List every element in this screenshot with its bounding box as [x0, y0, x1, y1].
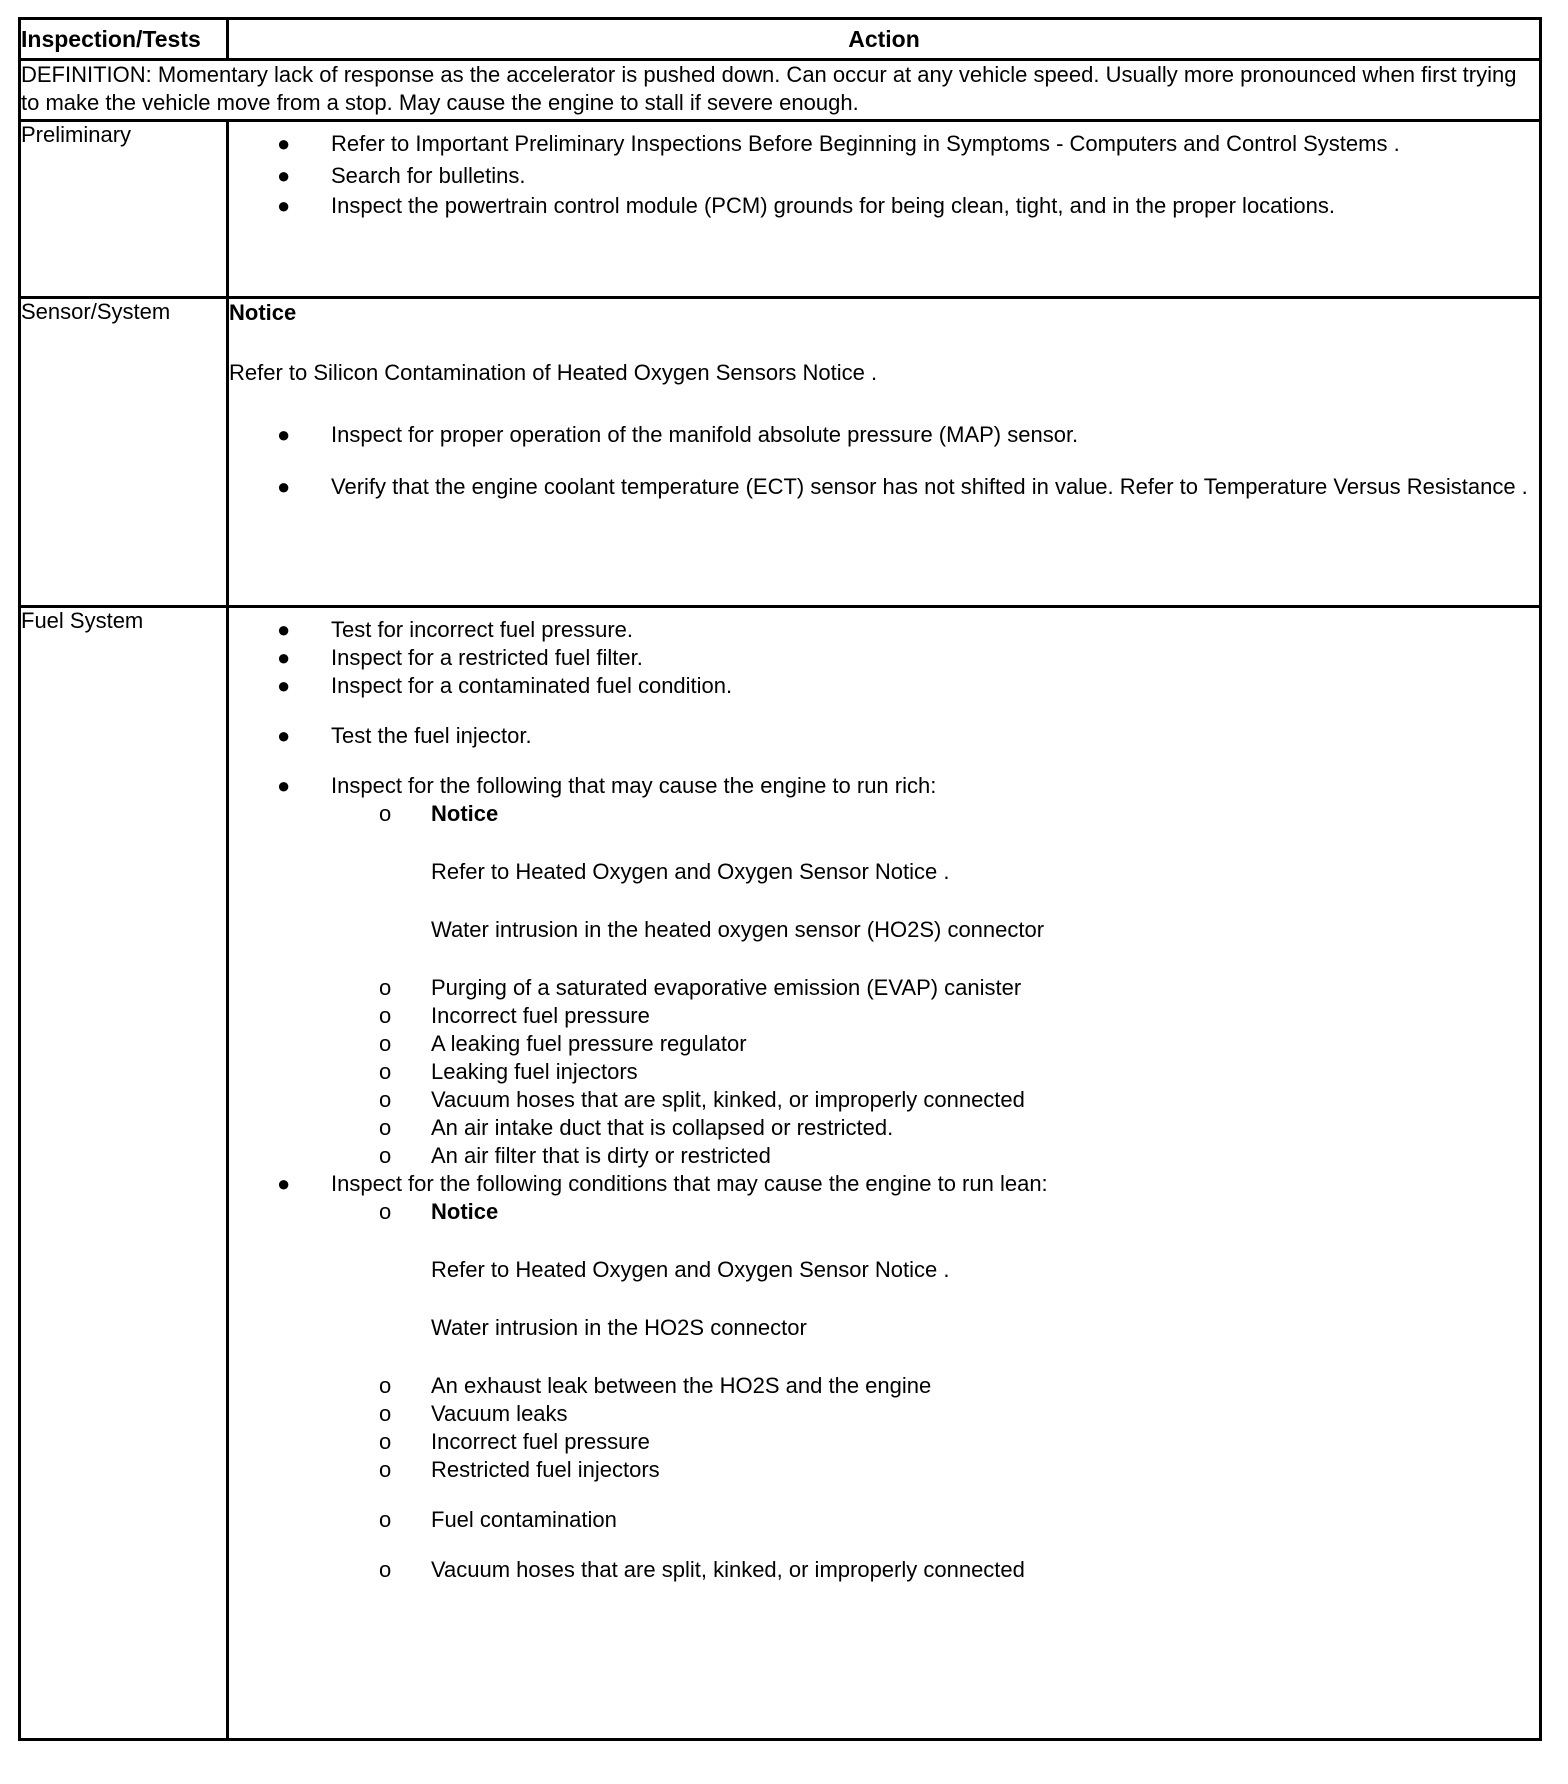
circle-bullet-icon: o	[379, 1557, 392, 1582]
list-item: ● Test the fuel injector.	[277, 723, 532, 748]
preliminary-row	[20, 121, 1541, 298]
bullet-icon: ●	[277, 422, 291, 447]
circle-bullet-icon: o	[379, 801, 392, 826]
definition-row	[20, 60, 1541, 121]
sensor-system-label: Sensor/System	[20, 298, 228, 607]
symptom-table	[18, 17, 1542, 1741]
list-item: ● Inspect for the following conditions that may cause the engine to run lean:	[277, 1171, 1048, 1196]
sub-list-item: o A leaking fuel pressure regulator	[379, 1031, 747, 1056]
header-row	[20, 19, 1541, 60]
fuel-system-actions	[228, 607, 1541, 1740]
circle-bullet-icon: o	[379, 1087, 392, 1112]
circle-bullet-icon: o	[379, 1373, 392, 1398]
sub-list-item: o Vacuum hoses that are split, kinked, or improperly connected	[379, 1557, 1025, 1582]
list-item: ● Inspect for a restricted fuel filter.	[277, 645, 643, 670]
sub-list-item: o An air filter that is dirty or restricted	[379, 1143, 771, 1168]
circle-bullet-icon: o	[379, 1115, 392, 1140]
list-item: ● Inspect for a contaminated fuel condition.	[277, 673, 733, 698]
list-item: ● Inspect for proper operation of the manifold absolute pressure (MAP) sensor.	[277, 422, 1079, 447]
circle-bullet-icon: o	[379, 1507, 392, 1532]
preliminary-actions	[228, 121, 1541, 298]
bullet-icon: ●	[277, 773, 291, 798]
bullet-icon: ●	[277, 1171, 291, 1196]
sub-list-item: o Notice	[379, 801, 499, 826]
circle-bullet-icon: o	[379, 1059, 392, 1084]
circle-bullet-icon: o	[379, 1199, 392, 1224]
fuel-system-row	[20, 607, 1541, 1740]
sub-list-item: o An air intake duct that is collapsed or restricted.	[379, 1115, 894, 1140]
circle-bullet-icon: o	[379, 1031, 392, 1056]
notice-text: Refer to Silicon Contamination of Heated Oxygen Sensors Notice .	[229, 360, 878, 385]
circle-bullet-icon: o	[379, 1457, 392, 1482]
sensor-system-row	[20, 298, 1541, 607]
circle-bullet-icon: o	[379, 1401, 392, 1426]
notice-text: Refer to Heated Oxygen and Oxygen Sensor Notice .	[431, 1257, 950, 1282]
sub-list-item: o Leaking fuel injectors	[379, 1059, 638, 1084]
definition-text: DEFINITION: Momentary lack of response as the accelerator is pushed down. Can occur at any vehicle speed. Usually more pronounced when first trying to make the vehicle move from a stop. May cause the engine to stall if severe enough.	[20, 60, 1541, 121]
notice-text: Refer to Heated Oxygen and Oxygen Sensor Notice .	[431, 859, 950, 884]
header-inspection-tests: Inspection/Tests	[20, 19, 228, 60]
bullet-icon: ●	[277, 131, 291, 156]
notice-detail: Water intrusion in the HO2S connector	[431, 1315, 807, 1340]
sub-list-item: o Fuel contamination	[379, 1507, 617, 1532]
circle-bullet-icon: o	[379, 1143, 392, 1168]
bullet-icon: ●	[277, 645, 291, 670]
circle-bullet-icon: o	[379, 1429, 392, 1454]
list-item: ● Inspect for the following that may cause the engine to run rich:	[277, 773, 937, 798]
sub-list-item: o Vacuum hoses that are split, kinked, or improperly connected	[379, 1087, 1025, 1112]
notice-heading: Notice	[229, 300, 297, 325]
fuel-system-label: Fuel System	[20, 607, 228, 1740]
bullet-icon: ●	[277, 163, 291, 188]
circle-bullet-icon: o	[379, 975, 392, 1000]
list-item: ● Inspect the powertrain control module (PCM) grounds for being clean, tight, and in the proper locations.	[277, 193, 1335, 218]
bullet-icon: ●	[277, 673, 291, 698]
bullet-icon: ●	[277, 723, 291, 748]
sub-list-item: o Purging of a saturated evaporative emission (EVAP) canister	[379, 975, 1022, 1000]
bullet-icon: ●	[277, 617, 291, 642]
circle-bullet-icon: o	[379, 1003, 392, 1028]
list-item: ● Search for bulletins.	[277, 163, 526, 188]
preliminary-label: Preliminary	[20, 121, 228, 298]
list-item: ● Verify that the engine coolant temperature (ECT) sensor has not shifted in value. Refer to Temperature Versus Resistance .	[277, 474, 1528, 499]
bullet-icon: ●	[277, 474, 291, 499]
sub-list-item: o An exhaust leak between the HO2S and the engine	[379, 1373, 932, 1398]
sub-list-item: o Restricted fuel injectors	[379, 1457, 660, 1482]
sub-list-item: o Vacuum leaks	[379, 1401, 568, 1426]
sub-list-item: o Incorrect fuel pressure	[379, 1429, 650, 1454]
notice-detail: Water intrusion in the heated oxygen sensor (HO2S) connector	[431, 917, 1045, 942]
header-action: Action	[228, 19, 1541, 60]
sub-list-item: o Notice	[379, 1199, 499, 1224]
sub-list-item: o Incorrect fuel pressure	[379, 1003, 650, 1028]
sensor-system-actions	[228, 298, 1541, 607]
bullet-icon: ●	[277, 193, 291, 218]
list-item: ● Refer to Important Preliminary Inspections Before Beginning in Symptoms - Computers and Control Systems .	[277, 131, 1400, 156]
list-item: ● Test for incorrect fuel pressure.	[277, 617, 634, 642]
